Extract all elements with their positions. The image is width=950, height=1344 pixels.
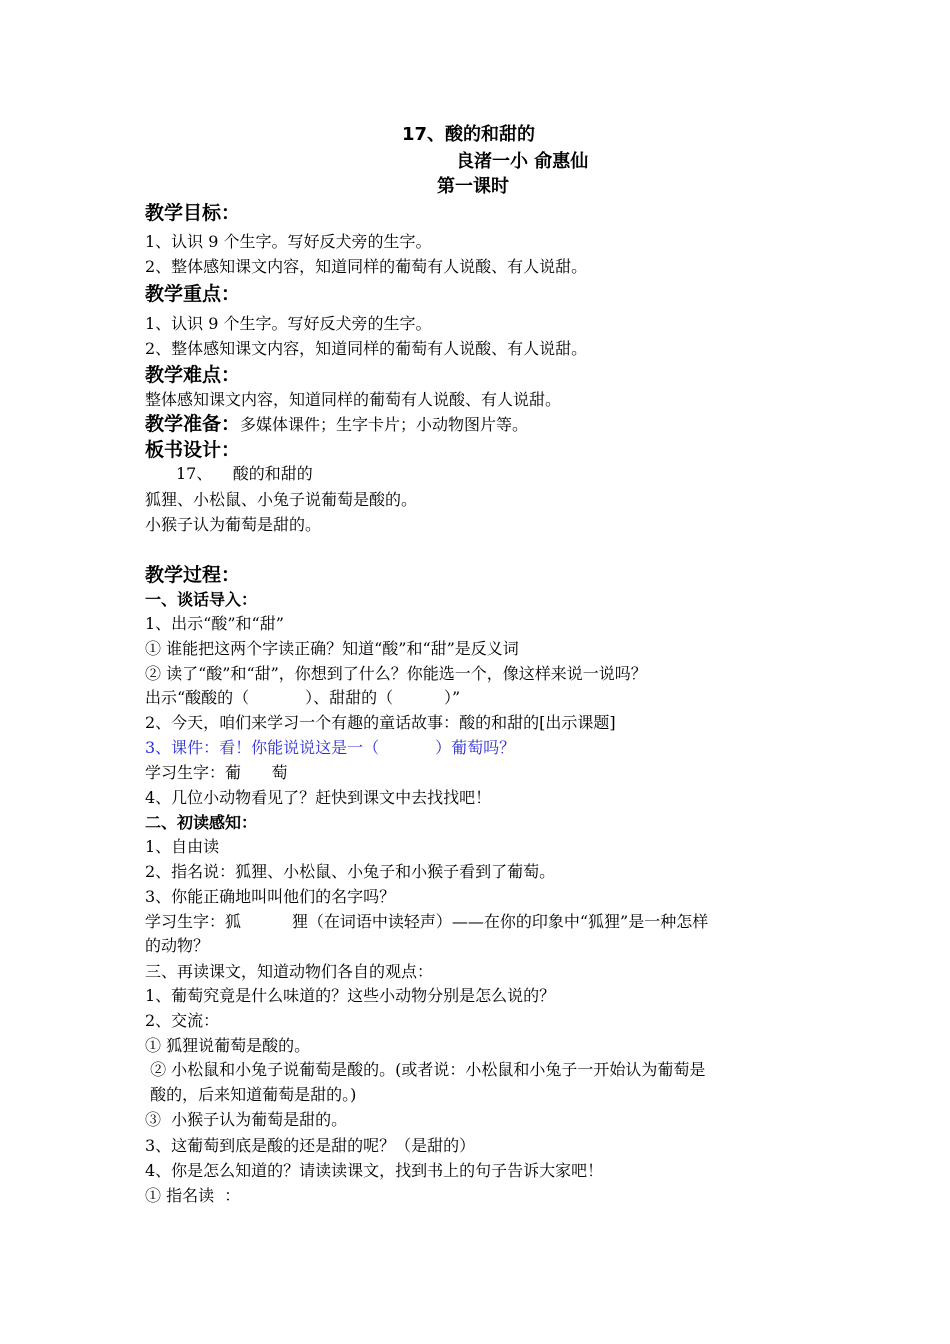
prep-heading: 教学准备： [145, 413, 241, 435]
section1-line: 出示“酸酸的（ ）、甜甜的（ ）” [145, 688, 461, 707]
section2-line: 酸的，后来知道葡萄是甜的。) [145, 1085, 357, 1104]
section2-line: 的动物？ [145, 936, 210, 955]
section1-courseware-line: 3、课件：看！你能说说这是一（ ）葡萄吗？ [145, 738, 516, 757]
section1-line: ② 读了“酸”和“甜”，你想到了什么？你能选一个，像这样来说一说吗？ [145, 664, 647, 683]
goal-item: 2、整体感知课文内容，知道同样的葡萄有人说酸、有人说甜。 [145, 257, 588, 276]
goals-heading: 教学目标： [145, 202, 241, 224]
section2-heading: 二、初读感知： [145, 813, 258, 832]
lesson-label: 第一课时 [437, 176, 509, 197]
section1-heading: 一、谈话导入： [145, 590, 258, 609]
key-heading: 教学重点： [145, 283, 241, 305]
difficulty-text: 整体感知课文内容，知道同样的葡萄有人说酸、有人说甜。 [145, 390, 562, 409]
section2-line: 学习生字：狐 狸（在词语中读轻声）——在你的印象中“狐狸”是一种怎样 [145, 912, 709, 931]
section1-line: 1、出示“酸”和“甜” [145, 614, 284, 633]
section2-line: 3、你能正确地叫叫他们的名字吗？ [145, 887, 396, 906]
author-line: 良渚一小 俞惠仙 [456, 151, 589, 172]
section2-line: ① 指名读 ： [145, 1186, 241, 1205]
section2-line: ① 狐狸说葡萄是酸的。 [145, 1036, 311, 1055]
section2-line: ③ 小猴子认为葡萄是甜的。 [145, 1110, 348, 1129]
section1-line: 学习生字：葡 萄 [145, 763, 288, 782]
goal-item: 1、认识 9 个生字。写好反犬旁的生字。 [145, 232, 432, 251]
difficulty-heading: 教学难点： [145, 364, 241, 386]
section2-line: ② 小松鼠和小兔子说葡萄是酸的。(或者说：小松鼠和小兔子一开始认为葡萄是 [145, 1060, 706, 1079]
key-item: 2、整体感知课文内容，知道同样的葡萄有人说酸、有人说甜。 [145, 339, 588, 358]
board-line: 17、 酸的和甜的 [176, 464, 313, 483]
section3-heading: 三、再读课文，知道动物们各自的观点： [145, 962, 434, 981]
board-line: 小猴子认为葡萄是甜的。 [145, 515, 322, 534]
board-line: 狐狸、小松鼠、小兔子说葡萄是酸的。 [145, 490, 418, 509]
section1-line: ① 谁能把这两个字读正确？知道“酸”和“甜”是反义词 [145, 639, 519, 658]
prep-line [145, 413, 528, 436]
section2-line: 3、这葡萄到底是酸的还是甜的呢？（是甜的） [145, 1136, 476, 1155]
section1-line: 2、今天，咱们来学习一个有趣的童话故事：酸的和甜的[出示课题] [145, 713, 616, 732]
section2-line: 1、葡萄究竟是什么味道的？这些小动物分别是怎么说的？ [145, 986, 556, 1005]
section1-line: 4、几位小动物看见了？赶快到课文中去找找吧！ [145, 788, 492, 807]
section2-line: 2、交流： [145, 1011, 220, 1030]
key-item: 1、认识 9 个生字。写好反犬旁的生字。 [145, 314, 432, 333]
prep-text: 多媒体课件；生字卡片；小动物图片等。 [240, 415, 529, 434]
process-heading: 教学过程： [145, 564, 241, 586]
section2-line: 2、指名说：狐狸、小松鼠、小兔子和小猴子看到了葡萄。 [145, 862, 556, 881]
board-heading: 板书设计： [145, 439, 241, 461]
section2-line: 4、你是怎么知道的？请读读课文，找到书上的句子告诉大家吧！ [145, 1161, 604, 1180]
doc-title: 17、酸的和甜的 [402, 124, 536, 145]
section2-line: 1、自由读 [145, 837, 220, 856]
